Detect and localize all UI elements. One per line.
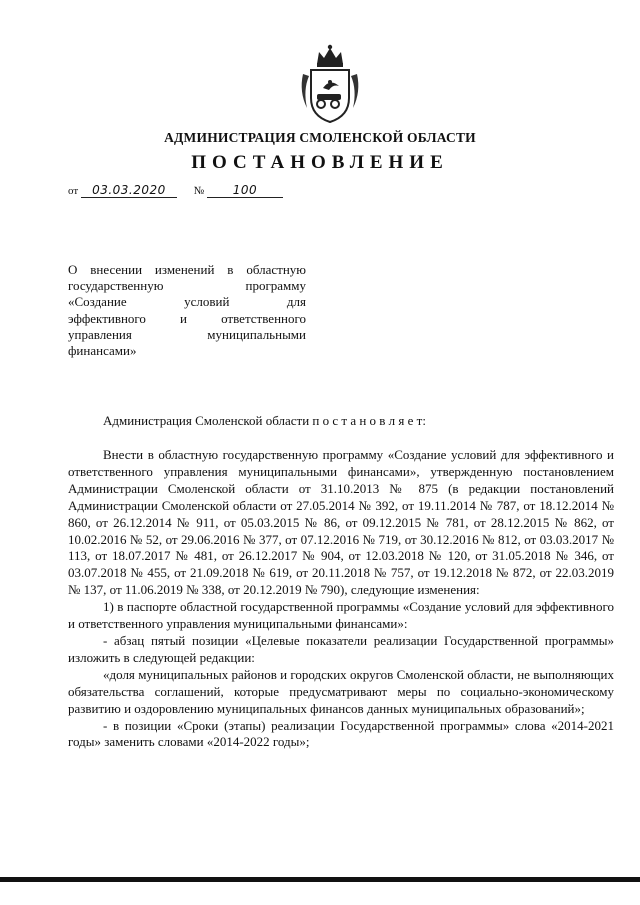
subject-line: «Создание условий для bbox=[68, 294, 306, 310]
document-number: 100 bbox=[207, 183, 283, 198]
preamble bbox=[68, 412, 614, 429]
organization-name: АДМИНИСТРАЦИЯ СМОЛЕНСКОЙ ОБЛАСТИ bbox=[164, 130, 476, 145]
coat-of-arms-icon bbox=[295, 42, 365, 126]
document-date: 03.03.2020 bbox=[81, 183, 177, 198]
body-paragraph: - в позиции «Сроки (этапы) реализации Государственной программы» слова «2014-2021 годы» заменить словами «2014-2022 годы»; bbox=[68, 717, 614, 750]
body-paragraph: Внести в областную государственную программу «Создание условий для эффективного и ответственного управления муниципальными финансами», утвержденную постановлением Администрации Смоленской области от 31.10.2013 № 875 (в редакции постановлений Администрации Смоленской области от 27.05.2014 № 392, от 19.11.2014 № 787, от 18.12.2014 № 860, от 26.12.2014 № 911, от 05.03.2015 № 86, от 09.12.2015 № 781, от 28.12.2015 № 862, от 10.02.2016 № 52, от 29.06.2016 № 377, от 07.12.2016 № 719, от 30.12.2016 № 812, от 03.03.2017 № 113, от 18.07.2017 № 481, от 26.12.2017 № 904, от 12.03.2018 № 120, от 31.05.2018 № 346, от 03.07.2018 № 455, от 21.09.2018 № 619, от 20.11.2018 № 757, от 19.12.2018 № 872, от 22.03.2019 № 137, от 11.06.2019 № 338, от 20.12.2019 № 790), следующие изменения: bbox=[68, 447, 614, 598]
preamble-text: Администрация Смоленской области bbox=[103, 413, 310, 428]
subject-line: О внесении изменений в областную bbox=[68, 262, 306, 277]
subject-line: государственную программу bbox=[68, 278, 306, 294]
subject-line: эффективного и ответственного bbox=[68, 310, 306, 326]
subject-line: финансами» bbox=[68, 343, 137, 359]
subject-line: управления муниципальными bbox=[68, 326, 306, 342]
number-prefix: № bbox=[193, 185, 205, 197]
body-paragraph: 1) в паспорте областной государственной программы «Создание условий для эффективного и ответственного управления муниципальными финансами»: bbox=[68, 599, 614, 632]
body-paragraph: - абзац пятый позиции «Целевые показатели реализации Государственной программы» изложить в следующей редакции: bbox=[68, 632, 614, 665]
date-prefix: от bbox=[68, 185, 79, 197]
preamble-resolves: п о с т а н о в л я е т: bbox=[312, 413, 426, 428]
scan-edge-bar bbox=[0, 877, 640, 882]
document-type-title: ПОСТАНОВЛЕНИЕ bbox=[191, 152, 449, 173]
date-number-line bbox=[68, 183, 283, 198]
document-body bbox=[68, 447, 614, 751]
body-paragraph: «доля муниципальных районов и городских округов Смоленской области, не выполняющих обязательства соглашений, которые предусматривают меры по социально-экономическому развитию и оздоровлению муниципальных финансов данных муниципальных образований»; bbox=[68, 666, 614, 716]
document-subject bbox=[68, 262, 306, 359]
